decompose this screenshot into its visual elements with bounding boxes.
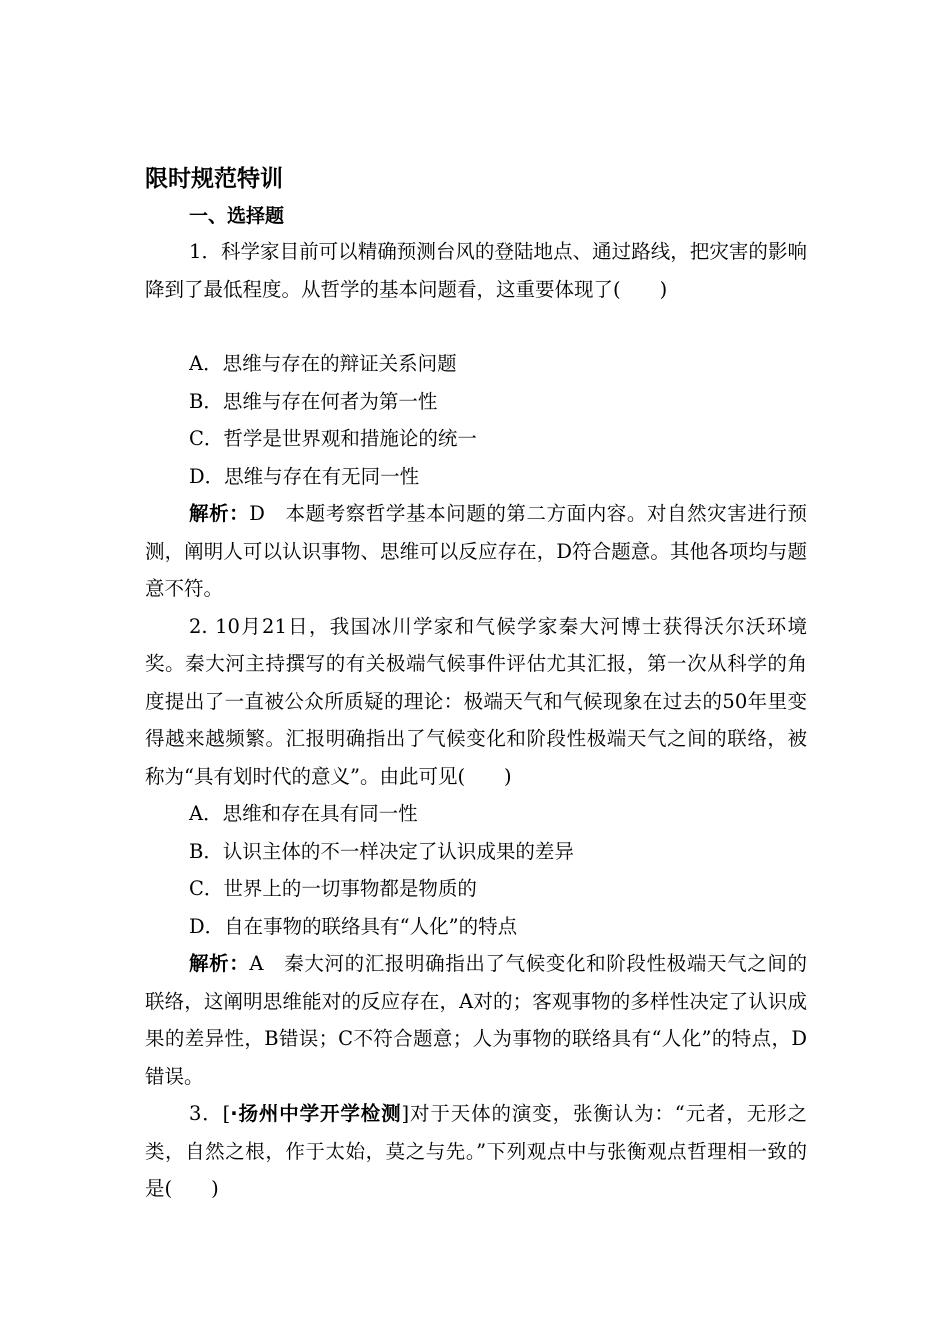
analysis-label: 解析： [189,502,250,525]
question-1-option-a: A．思维与存在的辩证关系问题 [189,352,457,375]
question-3 [145,1095,807,1208]
section-heading: 一、选择题 [189,205,285,227]
question-2-option-d: D．自在事物的联络具有“人化”的特点 [189,914,518,938]
question-2-option-a: A．思维和存在具有同一性 [189,802,418,825]
question-3-source-tag: ·扬州中学开学检测 [230,1102,402,1125]
analysis-text: A 秦大河的汇报明确指出了气候变化和阶段性极端天气之间的联络，这阐明思维能对的反应存在，A对的；客观事物的多样性决定了认识成果的差异性，B错误；C不符合题意；人为事物的联络具有“人化”的特点，D错误。 [145,952,807,1088]
question-1-analysis [145,495,807,608]
question-2-option-b: B．认识主体的不一样决定了认识成果的差异 [189,839,574,863]
document-page [145,158,807,1208]
question-3-stem [145,1095,807,1208]
question-3-prefix: 3．[ [189,1102,231,1125]
page-title: 限时规范特训 [145,166,283,192]
question-1-option-d: D．思维与存在有无同一性 [189,464,420,488]
question-2-analysis [145,945,807,1095]
analysis-label: 解析： [189,952,250,975]
question-2-option-c: C．世界上的一切事物都是物质的 [189,877,477,900]
question-3-text: ]对于天体的演变，张衡认为：“元者，无形之类，自然之根，作于太始，莫之与先。”下列观点中与张衡观点哲理相一致的是( ) [145,1102,808,1200]
question-1-option-c: C．哲学是世界观和措施论的统一 [189,427,477,450]
question-2 [145,608,807,1096]
question-1-option-b: B．思维与存在何者为第一性 [189,389,438,413]
question-2-stem: 2. 10月21日，我国冰川学家和气候学家秦大河博士获得沃尔沃环境奖。秦大河主持撰写的有关极端气候事件评估尤其汇报，第一次从科学的角度提出了一直被公众所质疑的理论：极端天气和气候现象在过去的50年里变得越来越频繁。汇报明确指出了气候变化和阶段性极端天气之间的联络，被称为“具有划时代的意义”。由此可见( ) [145,614,807,788]
analysis-text: D 本题考察哲学基本问题的第二方面内容。对自然灾害进行预测，阐明人可以认识事物、思维可以反应存在，D符合题意。其他各项均与题意不符。 [145,502,807,600]
question-1 [145,233,807,608]
question-1-stem: 1．科学家目前可以精确预测台风的登陆地点、通过路线，把灾害的影响降到了最低程度。从哲学的基本问题看，这重要体现了( ) [145,240,807,301]
